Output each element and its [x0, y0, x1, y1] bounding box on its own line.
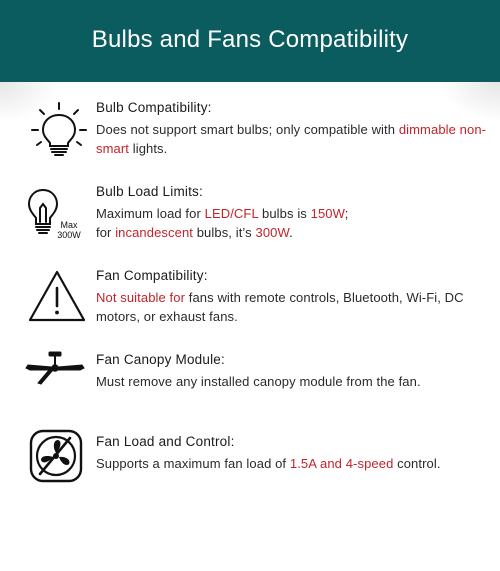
item-description: Not suitable for fans with remote controls, Bluetooth, Wi-Fi, DC motors, or exhaust fans. [96, 290, 464, 324]
item-description: Does not support smart bulbs; only compatible with dimmable non-smart lights. [96, 122, 487, 156]
item-description: Must remove any installed canopy module from the fan. [96, 374, 421, 389]
no-fan-icon [26, 426, 88, 488]
item-title: Bulb Compatibility: [96, 100, 212, 115]
bulb-compatibility-section [0, 96, 500, 166]
lightbulb-icon [28, 100, 90, 162]
page-title: Bulbs and Fans Compatibility [91, 26, 409, 53]
item-title: Fan Compatibility: [96, 268, 208, 283]
ceiling-fan-icon [24, 346, 86, 408]
bulb-load-limits-section [0, 180, 500, 250]
bulb-max-icon [24, 184, 86, 246]
max-label: Max [60, 220, 78, 230]
fan-canopy-module-section [0, 346, 500, 406]
item-title: Fan Load and Control: [96, 434, 235, 449]
item-title: Bulb Load Limits: [96, 184, 203, 199]
fan-load-control-section [0, 426, 500, 486]
max-wattage-label: 300W [57, 230, 81, 240]
item-description: Maximum load for LED/CFL bulbs is 150W; for incandescent bulbs, it’s 300W. [96, 206, 349, 240]
header-banner [0, 0, 500, 82]
fan-compatibility-section [0, 264, 500, 334]
item-title: Fan Canopy Module: [96, 352, 225, 367]
warning-icon [26, 266, 88, 328]
item-description: Supports a maximum fan load of 1.5A and 4-speed control. [96, 456, 441, 471]
